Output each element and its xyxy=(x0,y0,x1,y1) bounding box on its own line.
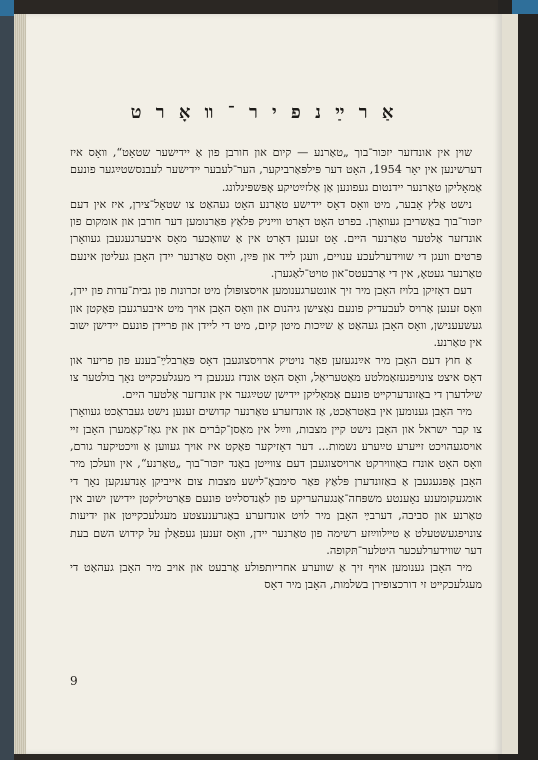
right-book-cover xyxy=(498,0,538,760)
paragraph: דעם דאָזיקן בלויז האָבן מיר זיך אונטערגענומען אויסצופּולן מיט זכרונות פון גבית־עדות פון יידן, װאָס זענען אַרויס לעבעדיק פונעם נאַצישן גיהנום און װאָס האָבן אױך מיט איבערגעבן פאַקטן און געשעענישן, װאָס האָבן געהאַט אַ שײַכות מיטן קיום, מיט די ליידן און פרײדן פונעם יידישן ישוב אין טאַרנע. xyxy=(70,284,482,350)
facing-page-edge xyxy=(500,14,518,754)
left-book-cover xyxy=(0,0,14,760)
book-spine-edge xyxy=(14,14,26,754)
page-number: 9 xyxy=(70,674,78,688)
paragraph: נישט אַלץ אָבער, מיט װאָס דאָס יידישע טאַרנע האָט געהאַט צו שטאָל־צירן, איז אין דעם יזכּור־בוך באַשריבן געװאָרן. בפרט האָט דאָרט װײניק פּלאַץ פאַרנומען דער חורבן און אומקום פון אונדזער אַלטער טאַרנער היים. אָט זענען דאָרט אין אַ שװאַכער מאָס איבערגעגעבן געװאָרן פּרטים װעגן די שװידערלעכע ענויים, װעגן לײד און פּײַן, װאָס טאַרנער יידן האָבן געליטן אינעם טאַרנער געטאָ, אין די אַרבעטס־און טויט־לאַגערן. xyxy=(70,197,482,281)
paragraph: מיר האָבן גענומען אױף זיך אַ שװערע אחריותפולע אַרבעט און אויב מיר האָבן געהאַט די מעגלעכקײט זי דורכצופירן בשלמות, האָבן מיר דאָס xyxy=(70,561,482,592)
page-title: אַ ר ײַ נ פ י ר ־ װ אָ ר ט xyxy=(130,102,398,123)
cover-band xyxy=(0,0,14,16)
paragraph: שױן אין אונדזער יזכּור־בוך „טאַרנע — קיום און חורבן פון אַ יידישער שטאָט“, װאָס איז דערשינען אין יאָר 1954, האָט דער פּילפּאַרביקער, הער־לעבער יידישער לעבנסשטײַגער פונעם אַמאָליקן טאַרנער יידנטום געפונען אַן אַלזײַטיקע אָפּשפּיגלונג. xyxy=(70,146,482,194)
book-page xyxy=(26,14,502,754)
paragraph: אַ חוץ דעם האָבן מיר אײַנגעזען פאַר נויטיק ארויסצוגעבן דאָס פּאַרבלײַ־בענע פון פריער און דאָס איצט צונויפגעזאַמלטע מאַטעריאַל, װאָס האָט אונדז געגעבן די מעגלעכקײט נאָך בולטער צו שילדערן די באַזונדערקײט פונעם אַמאָליקן יידישן שטײַגער אין אונדזער אַלטער היים. xyxy=(70,353,482,402)
body-text xyxy=(70,144,482,594)
paragraph: מיר האָבן גענומען אין באַטראַכט, אַז אונדזערע טאַרנער קדושים זענען נישט געבראַכט געװאָרן צו קבר ישראל און האָבן נישט קײן מצבות, װײַל אין מאַסן־קבֿרים און אין גאַז־קאַמערן האָבן זײ אויסגעהויכט זײערע טײַערע נשמות... דער דאָזיקער פאַקט איז אויך געװען אַ װיכטיקער גורם, װאָס האָט אונדז באַװוירקט ארויסצוגעבן דעם צװייטן באַנד יזכּור־בוך „טאַרנע“, אין װעלכן מיר האָבן אָפּגעגעבן אַ באַזונדערן פּלאַץ פאַר סימבאָ־לישע מצבות צום אייביקן אָנדענקען נאָך די אומגעקומענע נאָענטע משפּחה־אַנגעהעריקע פון לאַנדסלײַט פונעם פּאַרטיליקטן יידישן ישוב אין טאַרנע און סביבה, דערבײַ האָבן מיר לויט אונדזערע באַגרענעצטע מעגלעכקײטן און ידיעות צונויפגעשטעלט אַ טײלװײַזע רשימה פון טאַרנער יידן, װאָס זענען געפאַלן על קידוש השם בעת דער שװידערלעכער היטלער־תּקופה. xyxy=(70,405,482,557)
cover-band xyxy=(512,0,538,14)
